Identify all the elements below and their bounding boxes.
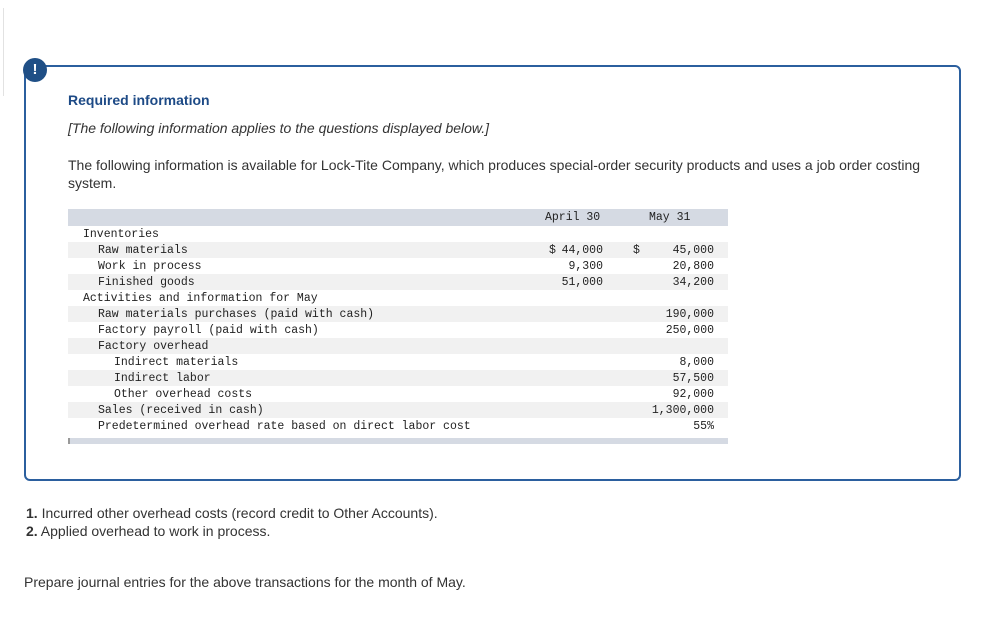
row-label: Factory overhead [98,340,209,353]
instruction-text: Prepare journal entries for the above transactions for the month of May. [24,574,466,590]
table-row [68,338,728,354]
may-value: 250,000 [665,324,714,337]
table-row [68,306,728,322]
task-number: 2. [26,523,38,539]
may-value: 55% [693,420,714,433]
row-label: Sales (received in cash) [98,404,264,417]
row-label: Finished goods [98,276,195,289]
row-label: Raw materials purchases (paid with cash) [98,308,375,321]
table-row [68,386,728,402]
row-label: Inventories [83,228,159,241]
may-value: 190,000 [665,308,714,321]
table-row [68,418,728,434]
may-value: 34,200 [672,276,714,289]
may-value: 20,800 [672,260,714,273]
table-row [68,322,728,338]
required-info-subtitle: [The following information applies to the questions displayed below.] [68,120,490,136]
may-value: 8,000 [679,356,714,369]
row-label: Indirect materials [114,356,239,369]
table-row [68,290,728,306]
alert-icon: ! [23,58,47,82]
may-currency: $ [633,244,640,257]
april-value: 9,300 [568,260,603,273]
column-header-april: April 30 [545,211,601,224]
may-value: 45,000 [672,244,714,257]
row-label: Other overhead costs [114,388,253,401]
inventory-data-table [68,209,728,444]
may-value: 92,000 [672,388,714,401]
table-row [68,258,728,274]
row-label: Work in process [98,260,202,273]
table-header [68,209,728,226]
table-row [68,402,728,418]
task-number: 1. [26,505,38,521]
task-item [26,522,438,540]
task-text: Applied overhead to work in process. [37,523,271,539]
table-row [68,274,728,290]
task-item [26,504,438,522]
row-label: Activities and information for May [83,292,318,305]
table-row [68,370,728,386]
april-value: 51,000 [561,276,603,289]
column-header-may: May 31 [649,211,691,224]
may-value: 1,300,000 [651,404,714,417]
task-text: Incurred other overhead costs (record credit to Other Accounts). [37,505,438,521]
required-info-intro: The following information is available for Lock-Tite Company, which produces special-order security products and uses a job order costing system. [68,157,921,191]
april-currency: $ [549,244,556,257]
table-row [68,242,728,258]
table-row [68,354,728,370]
april-value: 44,000 [561,244,603,257]
page-left-edge [0,8,4,96]
table-row [68,226,728,242]
may-value: 57,500 [672,372,714,385]
table-footer-scrollbar[interactable] [68,438,728,444]
row-label: Indirect labor [114,372,211,385]
row-label: Predetermined overhead rate based on direct labor cost [98,420,471,433]
row-label: Raw materials [98,244,188,257]
task-list [26,504,438,540]
row-label: Factory payroll (paid with cash) [98,324,319,337]
required-info-title: Required information [68,92,210,108]
